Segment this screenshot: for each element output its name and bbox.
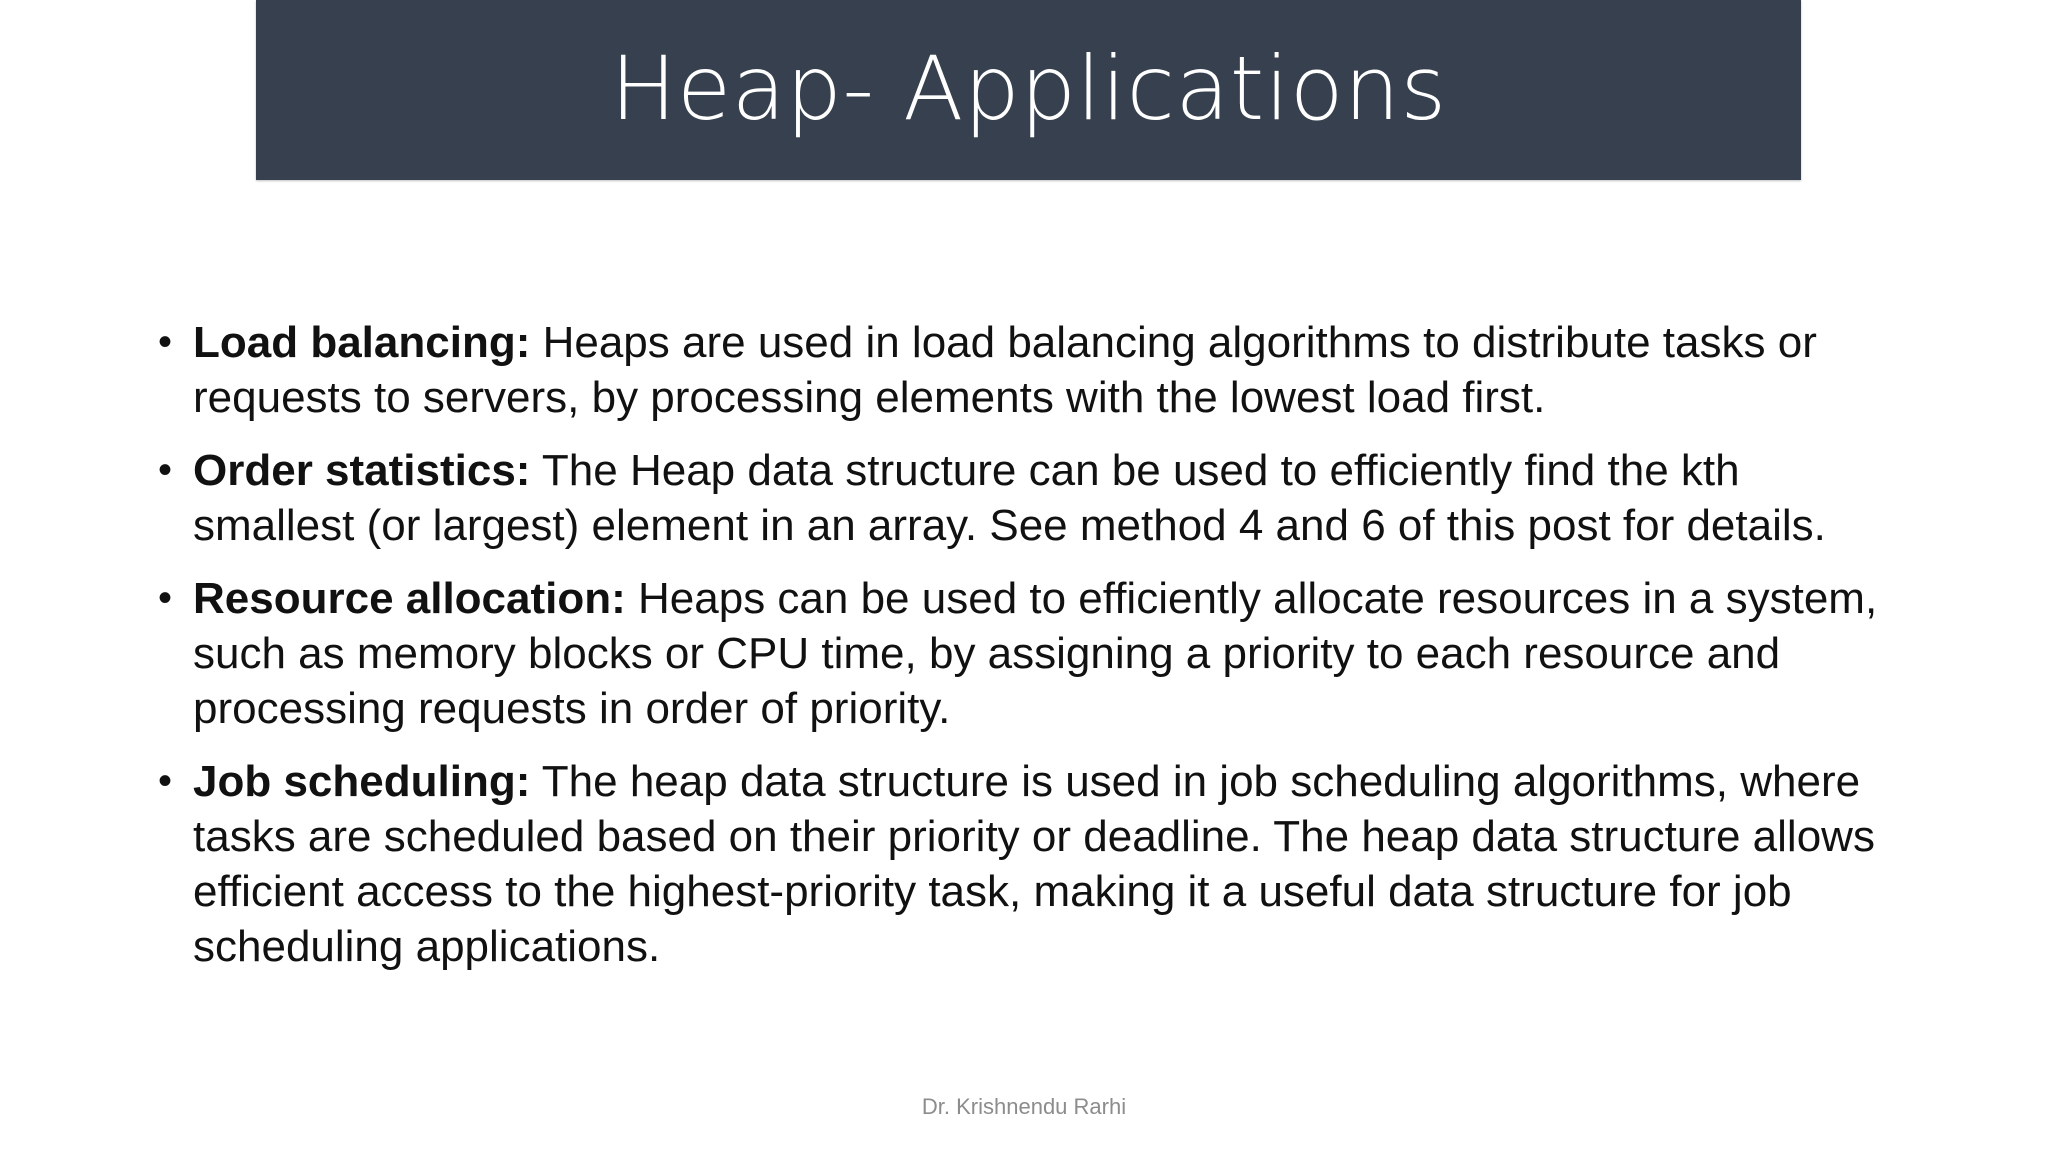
- bullet-dot-icon: •: [158, 448, 173, 492]
- bullet-text: The heap data structure is used in job scheduling algorithms, where tasks are scheduled based on their priority or deadline. The heap data structure allows efficient access to the highest-priority task, making it a useful data structure for job scheduling applications.: [193, 757, 1875, 971]
- bullet-term: Order statistics:: [193, 446, 531, 495]
- bullet-term: Job scheduling:: [193, 757, 531, 806]
- bullet-text: Heaps can be used to efficiently allocate resources in a system, such as memory blocks or CPU time, by assigning a priority to each resource and processing requests in order of priority.: [193, 574, 1878, 733]
- title-bar: [256, 0, 1801, 180]
- bullet-term: Resource allocation:: [193, 574, 626, 623]
- bullet-item-resource-allocation: [150, 571, 1910, 736]
- bullet-text: The Heap data structure can be used to efficiently find the kth smallest (or largest) element in an array. See method 4 and 6 of this post for details.: [193, 446, 1826, 550]
- bullet-dot-icon: •: [158, 576, 173, 620]
- bullet-dot-icon: •: [158, 759, 173, 803]
- footer-author: Dr. Krishnendu Rarhi: [921, 1094, 1127, 1119]
- bullet-term: Load balancing:: [193, 318, 531, 367]
- bullet-text: Heaps are used in load balancing algorithms to distribute tasks or requests to servers, by processing elements with the lowest load first.: [193, 318, 1817, 422]
- bullet-list: [150, 315, 1910, 992]
- bullet-item-load-balancing: [150, 315, 1910, 425]
- bullet-item-order-statistics: [150, 443, 1910, 553]
- bullet-dot-icon: •: [158, 320, 173, 364]
- slide-title: Heap- Applications: [610, 37, 1447, 140]
- bullet-item-job-scheduling: [150, 754, 1910, 974]
